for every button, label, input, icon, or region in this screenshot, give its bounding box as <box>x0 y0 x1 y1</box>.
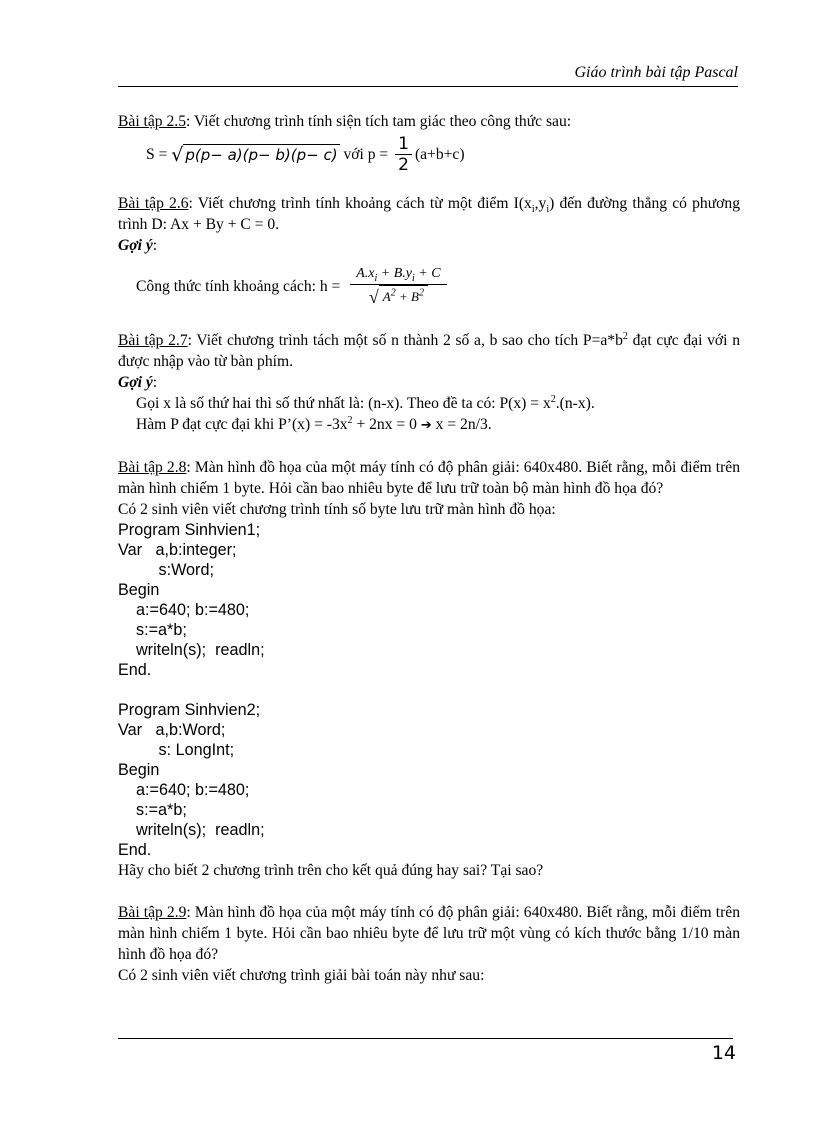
exercise-label: Bài tập 2.7 <box>118 332 188 349</box>
radicand <box>379 285 428 308</box>
hint-colon: : <box>152 237 158 254</box>
code-line: s: LongInt; <box>118 741 235 759</box>
exercise-text: : Viết chương trình tách một số n thành 2 số a, b sao cho tích P=a*b <box>187 332 623 349</box>
exercise-2-5 <box>118 111 740 132</box>
hint-label: Gợi ý <box>118 374 153 391</box>
code-line: a:=640; b:=480; <box>118 601 250 619</box>
page-content <box>118 111 740 986</box>
fraction-one-half <box>395 134 412 175</box>
formula-condition: với p = <box>339 146 393 163</box>
exercise-text: : Viết chương trình tính khoảng cách từ một điểm I(x <box>188 195 532 212</box>
code-line: Var a,b:Word; <box>118 721 226 739</box>
superscript: 2 <box>390 287 396 299</box>
superscript: 2 <box>622 330 628 342</box>
code-block-sinhvien1 <box>118 520 740 680</box>
code-line: End. <box>118 661 152 679</box>
code-line: Var a,b:integer; <box>118 541 237 559</box>
code-line: Program Sinhvien1; <box>118 521 261 539</box>
distance-formula <box>118 264 740 308</box>
hint-heading <box>118 235 740 256</box>
term: + B <box>395 289 419 304</box>
hint-line <box>118 393 740 414</box>
area-formula <box>118 134 740 175</box>
hint-text: Gọi x là số thứ hai thì số thứ nhất là: (n-x). Theo đề ta có: P(x) = x <box>136 395 551 412</box>
superscript: 2 <box>347 414 353 426</box>
fraction-numerator <box>350 264 446 285</box>
exercise-2-9 <box>118 902 740 965</box>
formula-lhs: S = <box>146 146 172 163</box>
hint-colon: : <box>152 374 158 391</box>
exercise-label: Bài tập 2.9 <box>118 904 187 921</box>
footer-rule <box>118 1038 733 1039</box>
fraction-denominator <box>369 285 428 308</box>
exercise-intro: Có 2 sinh viên viết chương trình giải bài toán này như sau: <box>118 967 485 984</box>
code-line: a:=640; b:=480; <box>118 781 250 799</box>
square-root <box>171 144 339 166</box>
header-title: Giáo trình bài tập Pascal <box>574 64 738 81</box>
exercise-question: Hãy cho biết 2 chương trình trên cho kết quả đúng hay sai? Tại sao? <box>118 862 544 879</box>
exercise-text: ) đến đường thẳng có phương trình D: Ax + By + C = 0. <box>118 195 740 233</box>
radicand: p(p− a)(p− b)(p− c) <box>185 145 338 164</box>
subscript: i <box>374 272 378 284</box>
code-block-sinhvien2 <box>118 700 740 860</box>
term: A <box>382 289 391 304</box>
exercise-label: Bài tập 2.8 <box>118 459 187 476</box>
subscript: i <box>412 272 415 284</box>
term: + C <box>414 266 441 281</box>
superscript: 2 <box>550 393 556 405</box>
exercise-2-6 <box>118 193 740 235</box>
radical-sign: √ <box>368 286 379 307</box>
hint-text: .(n-x). <box>555 395 595 412</box>
code-line: End. <box>118 841 152 859</box>
page-number: 14 <box>711 1042 736 1064</box>
term: + B.y <box>377 266 412 281</box>
exercise-text: : Viết chương trình tính siện tích tam giác theo công thức sau: <box>186 113 572 130</box>
exercise-label: Bài tập 2.6 <box>118 195 189 212</box>
term: A.x <box>356 266 375 281</box>
hint-line <box>118 414 740 436</box>
code-line: s:=a*b; <box>118 801 187 819</box>
fraction-denominator: 2 <box>398 155 409 175</box>
exercise-label: Bài tập 2.5 <box>118 113 186 130</box>
formula-label: Công thức tính khoảng cách: h = <box>136 277 345 295</box>
hint-text: x = 2n/3. <box>431 416 492 433</box>
code-line: writeln(s); readln; <box>118 641 265 659</box>
code-line: Program Sinhvien2; <box>118 701 261 719</box>
hint-text: Hàm P đạt cực đại khi P’(x) = -3x <box>136 416 348 433</box>
arrow-icon: ➔ <box>420 418 432 433</box>
code-line: Begin <box>118 581 160 599</box>
hint-label: Gợi ý <box>118 237 153 254</box>
hint-text: + 2nx = 0 <box>352 416 421 433</box>
subscript: i <box>531 204 535 216</box>
formula-rest: (a+b+c) <box>414 146 465 163</box>
page-header <box>118 62 738 87</box>
code-line: Begin <box>118 761 160 779</box>
radical-sign: √ <box>171 143 184 166</box>
exercise-intro: Có 2 sinh viên viết chương trình tính số byte lưu trữ màn hình đồ họa: <box>118 501 556 518</box>
subscript: i <box>546 204 550 216</box>
exercise-text: đạt cực đại với n được nhập vào từ bàn phím. <box>118 332 741 370</box>
exercise-text: : Màn hình đồ họa của một máy tính có độ phân giải: 640x480. Biết rằng, mỗi điểm trên màn hình chiếm 1 byte. Hỏi cần bao nhiêu byte để lưu trữ một vùng có kích thước bằng 1/10 màn hình đồ họa đó? <box>118 904 741 963</box>
exercise-text: ,y <box>534 195 547 212</box>
code-line: writeln(s); readln; <box>118 821 265 839</box>
exercise-2-8 <box>118 457 740 499</box>
distance-fraction <box>350 264 446 308</box>
code-line: s:=a*b; <box>118 621 187 639</box>
superscript: 2 <box>418 287 424 299</box>
hint-heading <box>118 372 740 393</box>
fraction-numerator: 1 <box>395 134 412 155</box>
exercise-2-7 <box>118 330 740 372</box>
exercise-text: : Màn hình đồ họa của một máy tính có độ phân giải: 640x480. Biết rằng, mỗi điểm trên màn hình chiếm 1 byte. Hỏi cần bao nhiêu byte để lưu trữ toàn bộ màn hình đồ họa đó? <box>118 459 741 497</box>
code-line: s:Word; <box>118 561 214 579</box>
